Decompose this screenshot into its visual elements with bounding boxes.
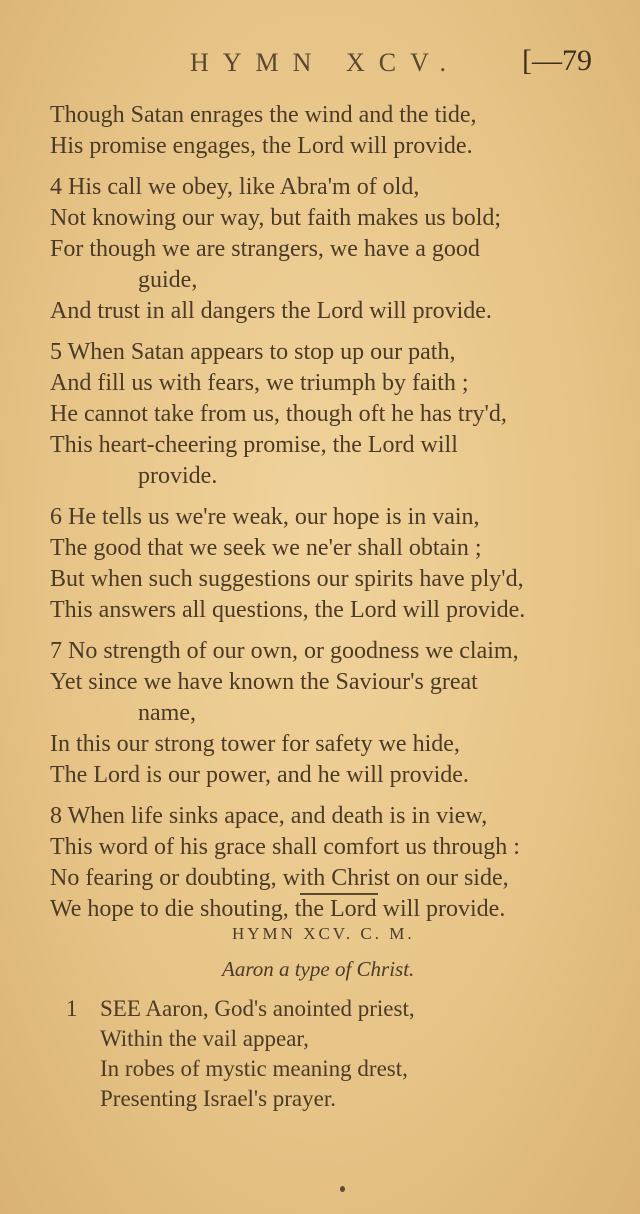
verse-line: But when such suggestions our spirits have ply'd, <box>50 566 524 592</box>
verse-line: Yet since we have known the Saviour's great <box>50 669 478 695</box>
verse-line: For though we are strangers, we have a good <box>50 236 480 262</box>
verse-line: This word of his grace shall comfort us through : <box>50 834 520 860</box>
next-hymn-subtitle: Aaron a type of Christ. <box>222 957 415 981</box>
verse-line-turnover: guide, <box>138 267 198 293</box>
verse-line: No fearing or doubting, with Christ on our side, <box>50 865 509 891</box>
verse-line: 4 His call we obey, like Abra'm of old, <box>50 174 420 200</box>
stanza-4 <box>50 172 610 327</box>
verse-line: 7 No strength of our own, or goodness we claim, <box>50 638 519 664</box>
verse-line: Though Satan enrages the wind and the tide, <box>50 102 477 128</box>
verse-line: His promise engages, the Lord will provide. <box>50 133 473 159</box>
verse-line: And trust in all dangers the Lord will provide. <box>50 298 492 324</box>
next-hymn-heading: HYMN XCV. C. M. <box>232 924 415 943</box>
verse-line: Not knowing our way, but faith makes us bold; <box>50 205 502 231</box>
verse-line-text: SEE Aaron, God's anointed priest, <box>100 996 415 1021</box>
verse-line: The good that we seek we ne'er shall obtain ; <box>50 535 482 561</box>
verse-line: Within the vail appear, <box>100 1026 309 1051</box>
verse-line: In this our strong tower for safety we hide, <box>50 731 460 757</box>
verse-number: 1 <box>66 996 78 1021</box>
verse-line: Presenting Israel's prayer. <box>100 1086 336 1111</box>
stanza-6 <box>50 502 610 626</box>
ink-speck <box>340 1186 345 1192</box>
verse-line: 6 He tells us we're weak, our hope is in vain, <box>50 504 480 530</box>
running-head-title: HYMN XCV. <box>190 48 460 77</box>
verse-line: 5 When Satan appears to stop up our path, <box>50 339 456 365</box>
page-number: [—79 <box>522 44 592 77</box>
stanza-3-end <box>50 100 610 162</box>
verse-line-turnover: provide. <box>138 463 218 489</box>
verse-line: This heart-cheering promise, the Lord will <box>50 432 458 458</box>
verse-line: We hope to die shouting, the Lord will provide. <box>50 896 506 922</box>
section-divider <box>300 893 378 895</box>
verse-line: This answers all questions, the Lord will provide. <box>50 597 526 623</box>
stanza-7 <box>50 636 610 791</box>
running-head <box>0 44 640 84</box>
verse-line-turnover: name, <box>138 700 196 726</box>
hymn-continuation <box>50 100 610 935</box>
next-hymn-verse-1 <box>66 994 606 1114</box>
verse-line: And fill us with fears, we triumph by faith ; <box>50 370 469 396</box>
verse-line: 8 When life sinks apace, and death is in view, <box>50 803 488 829</box>
stanza-5 <box>50 337 610 492</box>
verse-line: The Lord is our power, and he will provide. <box>50 762 469 788</box>
verse-line <box>66 994 606 1024</box>
verse-line: He cannot take from us, though oft he has try'd, <box>50 401 507 427</box>
verse-line: In robes of mystic meaning drest, <box>100 1056 408 1081</box>
stanza-8 <box>50 801 610 925</box>
